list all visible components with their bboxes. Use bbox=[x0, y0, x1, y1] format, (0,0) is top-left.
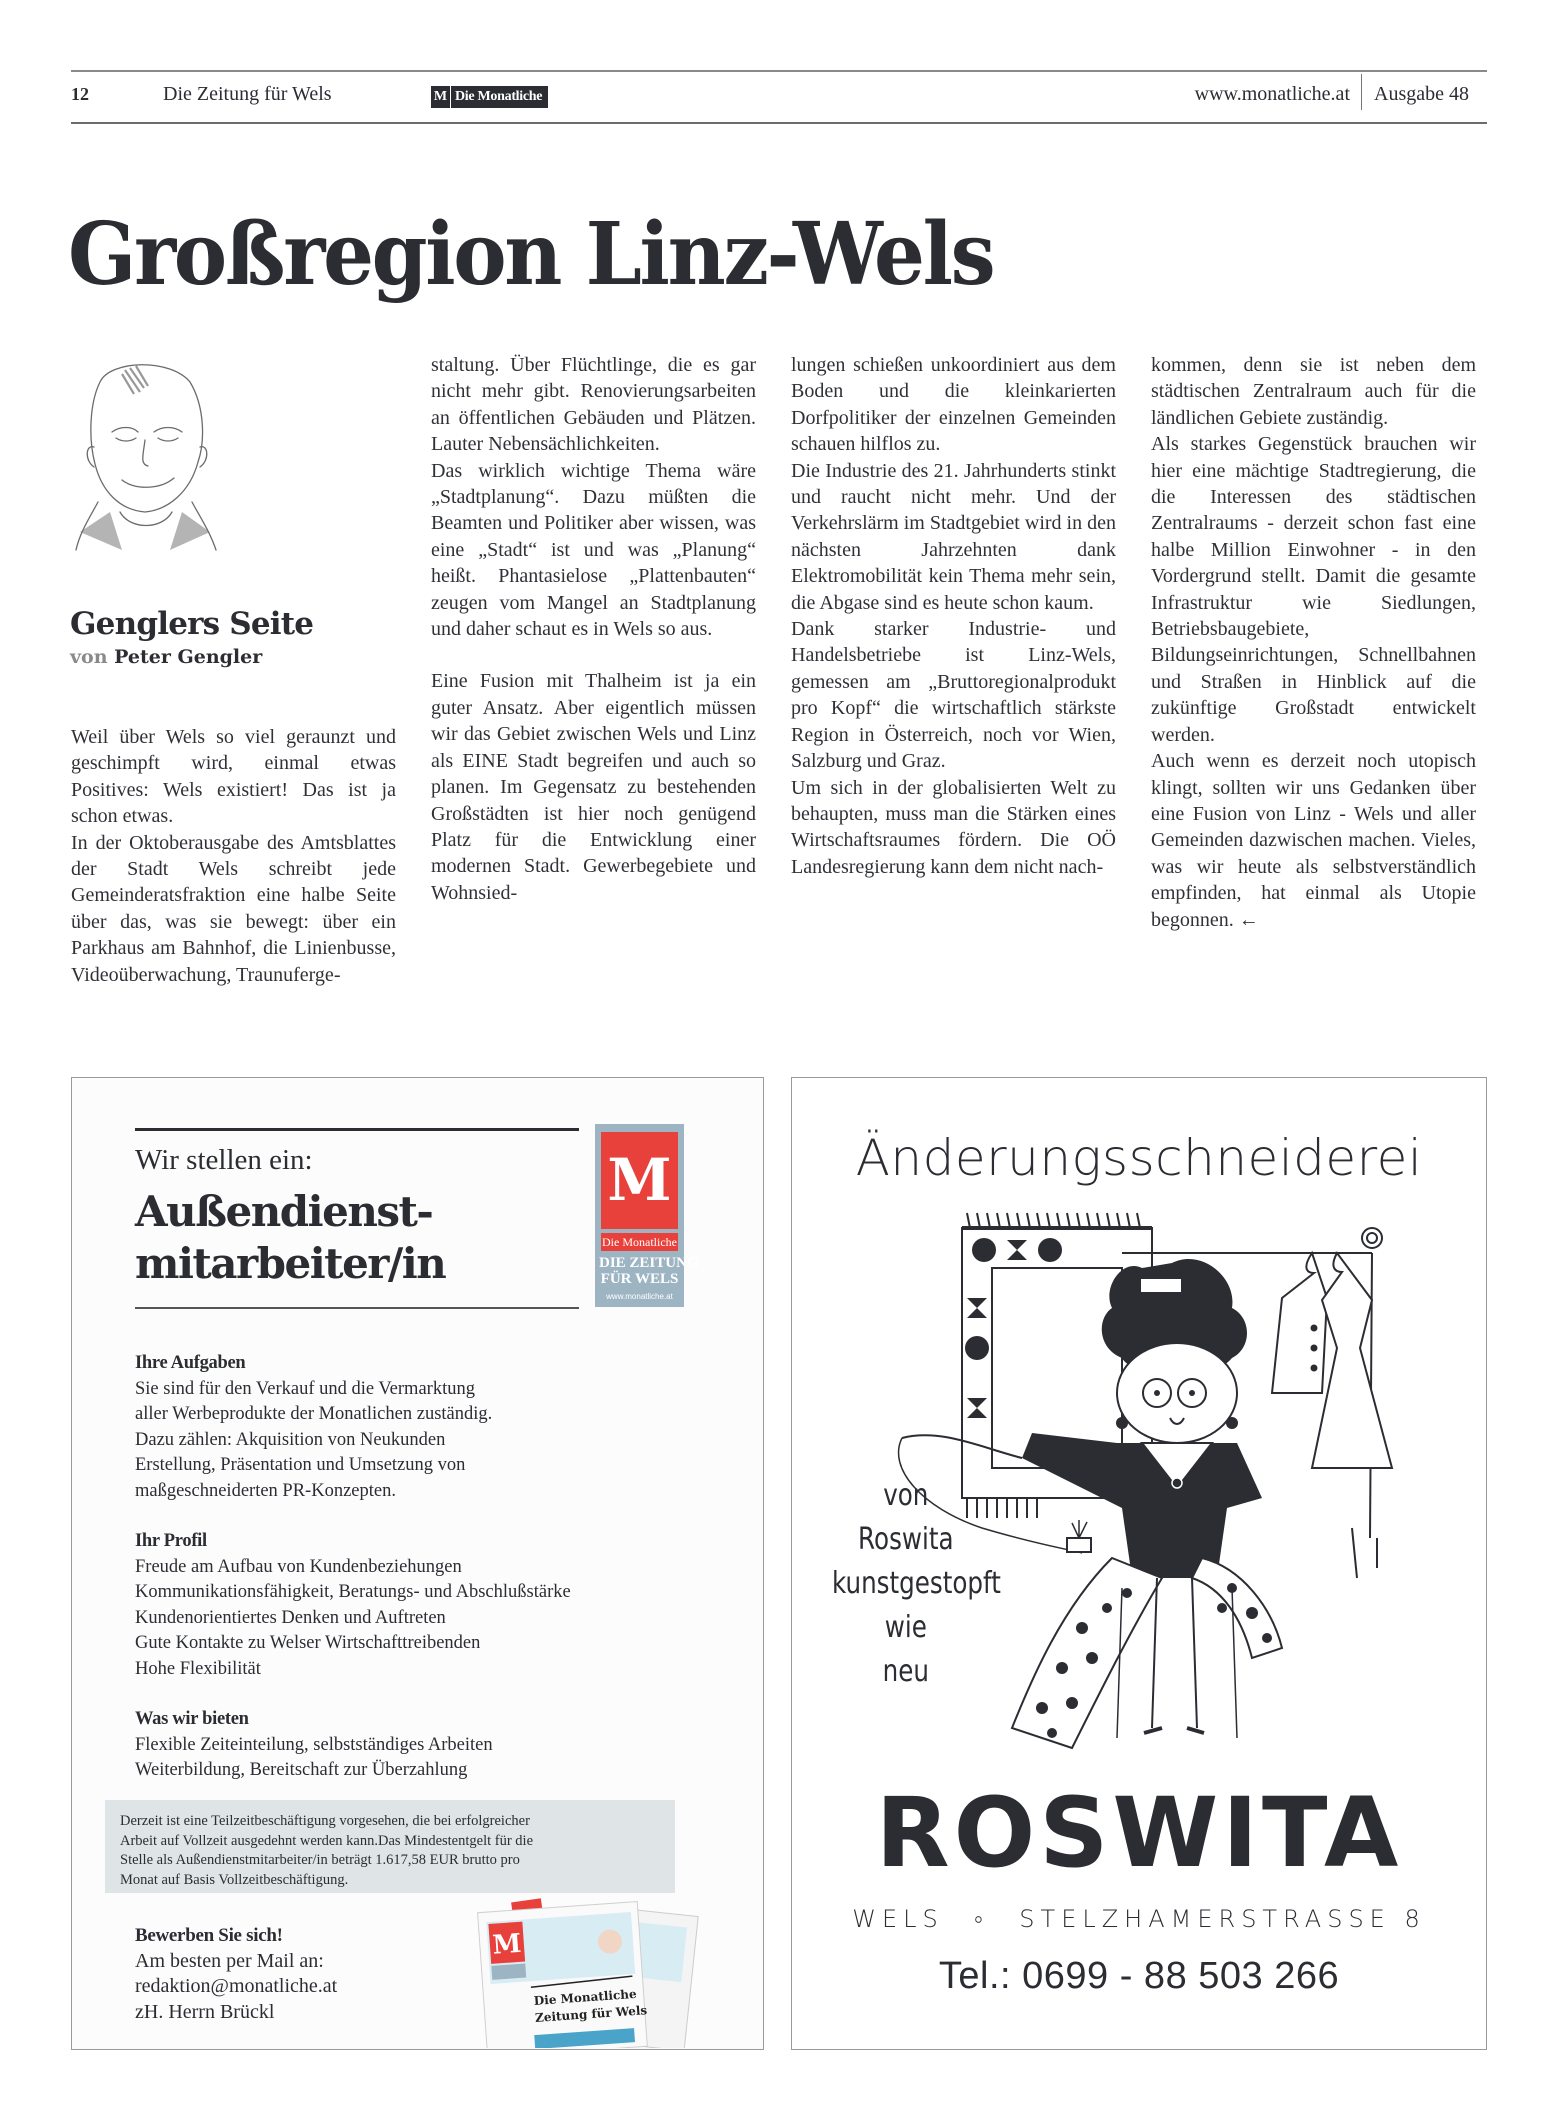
section-offer bbox=[135, 1707, 735, 1784]
note-line: Stelle als Außendienstmitarbeiter/in beträgt 1.617,58 EUR brutto pro bbox=[120, 1852, 520, 1868]
tailor-phone[interactable]: Tel.: 0699 - 88 503 266 bbox=[938, 1955, 1340, 1997]
job-advertisement bbox=[71, 1077, 764, 2050]
apply-line: Am besten per Mail an: bbox=[135, 1949, 324, 1972]
header-top-rule bbox=[71, 70, 1487, 72]
monatliche-brand-logo bbox=[595, 1124, 699, 1307]
tailor-slogan bbox=[832, 1474, 1001, 1694]
byline-prefix: von bbox=[70, 646, 108, 668]
section-line: Freude am Aufbau von Kundenbeziehungen bbox=[135, 1556, 462, 1577]
article-column-3 bbox=[791, 352, 1116, 880]
note-line: Arbeit auf Vollzeit ausgedehnt werden kann.Das Mindestentgelt für die bbox=[120, 1832, 534, 1849]
note-line: Derzeit ist eine Teilzeitbeschäftigung vorgesehen, die bei erfolgreicher bbox=[120, 1813, 530, 1829]
paragraph: Das wirklich wichtige Thema wäre „Stadtplanung“. Dazu müßten die Beamten und Politiker aber wissen, was eine „Stadt“ ist und was „Planung“ heißt. Phantasielose „Plattenbauten“ zeugen vom Mangel an Stadtplanung und daher schaut es in Wels so aus. bbox=[431, 459, 756, 641]
slogan-line: von bbox=[883, 1478, 929, 1513]
byline bbox=[70, 645, 262, 669]
apply-section bbox=[135, 1923, 455, 2025]
brand-url: www.monatliche.at bbox=[606, 1292, 673, 1301]
newspaper-stack-image bbox=[462, 1893, 702, 2048]
ad-top-rule bbox=[135, 1128, 579, 1131]
article-column-4 bbox=[1151, 352, 1476, 933]
section-profile bbox=[135, 1529, 735, 1682]
section-line: Gute Kontakte zu Welser Wirtschafttreibenden bbox=[135, 1633, 481, 1653]
header-bottom-rule bbox=[71, 122, 1487, 124]
apply-contact: zH. Herrn Brückl bbox=[135, 2000, 275, 2023]
section-line: Kommunikationsfähigkeit, Beratungs- und Abschlußstärke bbox=[135, 1582, 571, 1602]
paper-masthead-line: Die Monatliche bbox=[533, 1986, 638, 2009]
tailor-advertisement bbox=[791, 1077, 1487, 2050]
paragraph: lungen schießen unkoordiniert aus dem Boden und die kleinkarierten Dorfpolitiker der einzelnen Gemeinden schauen hilflos zu. bbox=[791, 354, 1116, 456]
job-title-line: Außendienst- bbox=[135, 1187, 433, 1236]
logo-mark: M bbox=[431, 86, 451, 108]
paragraph: Auch wenn es derzeit noch utopisch klingt, sollten wir uns Gedanken über eine Fusion von Linz - Wels und aller Gemeinden dazwischen machen. Vieles, was wir heute als selbstverständlich empfinden, hat einmal als Utopie begonnen. ← bbox=[1151, 750, 1476, 931]
section-line: Dazu zählen: Akquisition von Neukunden bbox=[135, 1429, 446, 1450]
author-name: Peter Gengler bbox=[114, 646, 263, 668]
roswita-logo: ROSWITA bbox=[875, 1777, 1403, 1889]
paper-masthead-line: Zeitung für Wels bbox=[534, 2003, 648, 2025]
slogan-line: neu bbox=[882, 1654, 929, 1689]
article-column-1 bbox=[71, 724, 396, 988]
slogan-line: kunstgestopft bbox=[832, 1566, 1001, 1601]
section-tasks bbox=[135, 1351, 735, 1504]
section-line: maßgeschneiderten PR-Konzepten. bbox=[135, 1480, 396, 1501]
paragraph: Dank starker Industrie- und Handelsbetriebe ist Linz-Wels, gemessen am „Bruttoregionalprodukt pro Kopf“ die wirtschaftlich stärkste Region in Österreich, noch vor Wien, Salzburg und Graz. bbox=[791, 618, 1116, 773]
section-line: Erstellung, Präsentation und Umsetzung von bbox=[135, 1455, 466, 1475]
paper-m-icon: M bbox=[491, 1928, 523, 1961]
job-ad-kicker: Wir stellen ein: bbox=[135, 1144, 313, 1176]
issue-number: Ausgabe 48 bbox=[1374, 83, 1469, 105]
section-line: Hohe Flexibilität bbox=[135, 1658, 261, 1679]
section-line: Weiterbildung, Bereitschaft zur Überzahlung bbox=[135, 1760, 468, 1780]
author-portrait-sketch bbox=[70, 352, 220, 552]
salary-note-box bbox=[105, 1800, 675, 1893]
job-title-line: mitarbeiter/in bbox=[135, 1239, 446, 1288]
tailor-ad-headline: Änderungsschneiderei bbox=[855, 1129, 1423, 1187]
section-line: aller Werbeprodukte der Monatlichen zuständig. bbox=[135, 1404, 493, 1424]
section-heading: Was wir bieten bbox=[135, 1709, 249, 1729]
website-link[interactable]: www.monatliche.at bbox=[1194, 83, 1350, 105]
slogan-line: wie bbox=[884, 1610, 927, 1645]
job-ad-title bbox=[135, 1186, 445, 1290]
section-line: Sie sind für den Verkauf und die Vermarktung bbox=[135, 1378, 475, 1399]
apply-heading: Bewerben Sie sich! bbox=[135, 1925, 283, 1946]
brand-name: Die Monatliche bbox=[602, 1235, 677, 1249]
paragraph: kommen, denn sie ist neben dem städtischen Zentralraum auch für die ländlichen Gebiete zuständig. bbox=[1151, 354, 1476, 429]
section-heading: Ihre Aufgaben bbox=[135, 1353, 246, 1373]
apply-email-link[interactable]: redaktion@monatliche.at bbox=[135, 1975, 338, 1997]
brand-m-icon: M bbox=[601, 1132, 678, 1229]
logo-name: Die Monatliche bbox=[455, 89, 543, 104]
paragraph: Als starkes Gegenstück brauchen wir hier eine mächtige Stadtregierung, die die Interessen des städtischen Zentralraums - derzeit schon fast eine halbe Million Einwohner - in den Vordergrund stellt. Damit die gesamte Infrastruktur wie Siedlungen, Betriebsbaugebiete, Bildungseinrichtungen, Schnellbahnen und Straßen in Hinblick auf die zukünftige Großstadt entwickelt werden. bbox=[1151, 433, 1476, 746]
brand-subtitle-line: DIE ZEITUNG bbox=[599, 1255, 699, 1271]
slogan-line: Roswita bbox=[858, 1522, 954, 1557]
paragraph-gap bbox=[431, 642, 756, 668]
section-line: Flexible Zeiteinteilung, selbstständiges Arbeiten bbox=[135, 1734, 493, 1755]
masthead-logo[interactable] bbox=[431, 86, 548, 108]
section-heading: Ihr Profil bbox=[135, 1531, 207, 1551]
paragraph: Die Industrie des 21. Jahrhunderts stinkt und raucht nicht mehr. Und der Verkehrslärm im Stadtgebiet wird in den nächsten Jahrzehnten dank Elektromobilität kein Thema mehr sein, die Abgase sind es heute schon kaum. bbox=[791, 459, 1116, 614]
paragraph: staltung. Über Flüchtlinge, die es gar nicht mehr gibt. Renovierungsarbeiten an öffentlichen Gebäuden und Plätzen. Lauter Nebensächlichkeiten. bbox=[431, 354, 756, 456]
column-title: Genglers Seite bbox=[70, 606, 314, 642]
article-headline: Großregion Linz-Wels bbox=[68, 204, 994, 305]
article-column-2 bbox=[431, 352, 756, 906]
brand-subtitle-line: FÜR WELS bbox=[600, 1271, 679, 1287]
paragraph: Weil über Wels so viel geraunzt und geschimpft wird, einmal etwas Positives: Wels existiert! Das ist ja schon etwas. bbox=[71, 726, 396, 828]
note-line: Monat auf Basis Vollzeitbeschäftigung. bbox=[120, 1871, 349, 1888]
section-line: Kundenorientiertes Denken und Auftreten bbox=[135, 1607, 446, 1628]
paragraph: Eine Fusion mit Thalheim ist ja ein guter Ansatz. Aber eigentlich müssen wir das Gebiet zwischen Wels und Linz als EINE Stadt begreifen und auch so planen. Im Gegensatz zu bestehenden Großstädten ist hier noch genügend Platz für die Entwicklung einer modernen Stadt. Gewerbegebiete und Wohnsied- bbox=[431, 670, 756, 904]
paper-title: Die Zeitung für Wels bbox=[163, 83, 332, 105]
paragraph: Um sich in der globalisierten Welt zu behaupten, muss man die Stärken eines Wirtschaftsraumes fördern. Die OÖ Landesregierung kann dem nicht nach- bbox=[791, 776, 1116, 878]
brand-subtitle bbox=[599, 1255, 699, 1287]
job-ad-body bbox=[135, 1351, 735, 1809]
tailor-address: WELS ∘ STELZHAMERSTRASSE 8 bbox=[852, 1905, 1426, 1933]
header-separator bbox=[1361, 74, 1362, 110]
ad-bottom-rule bbox=[135, 1307, 579, 1309]
page-number: 12 bbox=[71, 84, 89, 104]
paragraph: In der Oktoberausgabe des Amtsblattes der Stadt Wels schreibt jede Gemeinderatsfraktion eine halbe Seite über das, was sie bewegt: über ein Parkhaus am Bahnhof, die Linienbusse, Videoüberwachung, Traunuferge- bbox=[71, 831, 396, 986]
